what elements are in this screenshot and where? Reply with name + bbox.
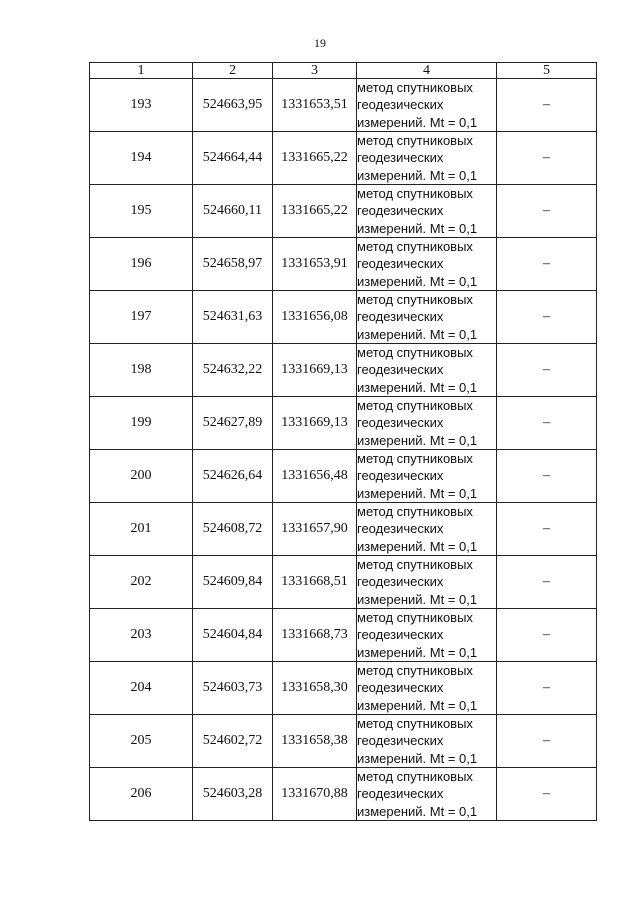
coordinate-y: 1331668,51 — [273, 556, 357, 609]
method-description — [357, 503, 497, 556]
table-row — [90, 291, 597, 344]
point-number: 200 — [90, 450, 193, 503]
method-description — [357, 662, 497, 715]
coordinate-y: 1331665,22 — [273, 185, 357, 238]
table-row — [90, 79, 597, 132]
method-line: измерений. Mt = 0,1 — [357, 432, 478, 448]
method-line: измерений. Mt = 0,1 — [357, 538, 478, 554]
coordinate-y: 1331658,30 — [273, 662, 357, 715]
table-row — [90, 556, 597, 609]
coordinate-x: 524609,84 — [193, 556, 273, 609]
table-row — [90, 768, 597, 821]
coordinate-x: 524660,11 — [193, 185, 273, 238]
table-row — [90, 397, 597, 450]
coordinate-y: 1331669,13 — [273, 344, 357, 397]
coordinate-x: 524627,89 — [193, 397, 273, 450]
method-line: геодезических — [357, 468, 444, 484]
method-line: метод спутниковых — [357, 663, 473, 679]
coordinates-table — [89, 62, 597, 821]
coordinate-x: 524608,72 — [193, 503, 273, 556]
table-row — [90, 450, 597, 503]
table-row — [90, 344, 597, 397]
method-line: измерений. Mt = 0,1 — [357, 379, 478, 395]
description-cell: – — [497, 344, 597, 397]
coordinate-x: 524626,64 — [193, 450, 273, 503]
description-cell: – — [497, 79, 597, 132]
method-line: метод спутниковых — [357, 398, 473, 414]
coordinate-x: 524632,22 — [193, 344, 273, 397]
description-cell: – — [497, 662, 597, 715]
method-line: геодезических — [357, 362, 444, 378]
method-line: метод спутниковых — [357, 716, 473, 732]
point-number: 195 — [90, 185, 193, 238]
coordinate-y: 1331657,90 — [273, 503, 357, 556]
description-cell: – — [497, 715, 597, 768]
method-description — [357, 450, 497, 503]
description-cell: – — [497, 132, 597, 185]
method-description — [357, 238, 497, 291]
method-description — [357, 768, 497, 821]
column-header: 1 — [90, 63, 193, 79]
coordinate-y: 1331665,22 — [273, 132, 357, 185]
description-cell: – — [497, 185, 597, 238]
coordinate-y: 1331656,08 — [273, 291, 357, 344]
method-line: измерений. Mt = 0,1 — [357, 167, 478, 183]
point-number: 198 — [90, 344, 193, 397]
method-line: геодезических — [357, 309, 444, 325]
point-number: 202 — [90, 556, 193, 609]
coordinate-y: 1331670,88 — [273, 768, 357, 821]
method-line: измерений. Mt = 0,1 — [357, 644, 478, 660]
method-line: метод спутниковых — [357, 80, 473, 96]
method-description — [357, 344, 497, 397]
method-line: измерений. Mt = 0,1 — [357, 803, 478, 819]
table-row — [90, 715, 597, 768]
coordinate-x: 524664,44 — [193, 132, 273, 185]
method-description — [357, 185, 497, 238]
method-description — [357, 397, 497, 450]
table-row — [90, 238, 597, 291]
point-number: 197 — [90, 291, 193, 344]
method-line: метод спутниковых — [357, 345, 473, 361]
description-cell: – — [497, 768, 597, 821]
method-description — [357, 132, 497, 185]
method-line: геодезических — [357, 256, 444, 272]
method-line: измерений. Mt = 0,1 — [357, 326, 478, 342]
coordinate-x: 524604,84 — [193, 609, 273, 662]
method-line: геодезических — [357, 574, 444, 590]
method-description — [357, 609, 497, 662]
coordinate-x: 524603,73 — [193, 662, 273, 715]
table-row — [90, 503, 597, 556]
method-line: геодезических — [357, 415, 444, 431]
method-line: геодезических — [357, 150, 444, 166]
method-line: метод спутниковых — [357, 610, 473, 626]
coordinate-y: 1331653,51 — [273, 79, 357, 132]
method-line: геодезических — [357, 521, 444, 537]
description-cell: – — [497, 238, 597, 291]
coordinate-y: 1331656,48 — [273, 450, 357, 503]
column-header: 4 — [357, 63, 497, 79]
page-number: 19 — [314, 36, 326, 50]
point-number: 193 — [90, 79, 193, 132]
method-line: геодезических — [357, 627, 444, 643]
column-header: 2 — [193, 63, 273, 79]
table-row — [90, 132, 597, 185]
point-number: 199 — [90, 397, 193, 450]
method-line: измерений. Mt = 0,1 — [357, 220, 478, 236]
method-line: метод спутниковых — [357, 451, 473, 467]
method-line: измерений. Mt = 0,1 — [357, 591, 478, 607]
point-number: 205 — [90, 715, 193, 768]
method-description — [357, 291, 497, 344]
method-line: метод спутниковых — [357, 769, 473, 785]
method-line: геодезических — [357, 203, 444, 219]
table-header-row — [90, 63, 597, 79]
method-line: геодезических — [357, 786, 444, 802]
method-description — [357, 79, 497, 132]
method-description — [357, 715, 497, 768]
coordinate-x: 524658,97 — [193, 238, 273, 291]
point-number: 206 — [90, 768, 193, 821]
table-row — [90, 185, 597, 238]
description-cell: – — [497, 291, 597, 344]
method-line: измерений. Mt = 0,1 — [357, 485, 478, 501]
method-line: геодезических — [357, 733, 444, 749]
method-line: измерений. Mt = 0,1 — [357, 273, 478, 289]
point-number: 201 — [90, 503, 193, 556]
method-line: метод спутниковых — [357, 239, 473, 255]
description-cell: – — [497, 609, 597, 662]
description-cell: – — [497, 397, 597, 450]
method-line: метод спутниковых — [357, 133, 473, 149]
method-line: геодезических — [357, 680, 444, 696]
method-line: измерений. Mt = 0,1 — [357, 697, 478, 713]
coordinate-y: 1331653,91 — [273, 238, 357, 291]
point-number: 203 — [90, 609, 193, 662]
column-header: 3 — [273, 63, 357, 79]
description-cell: – — [497, 556, 597, 609]
method-line: измерений. Mt = 0,1 — [357, 114, 478, 130]
column-header: 5 — [497, 63, 597, 79]
method-line: метод спутниковых — [357, 292, 473, 308]
coordinate-y: 1331658,38 — [273, 715, 357, 768]
description-cell: – — [497, 503, 597, 556]
method-line: измерений. Mt = 0,1 — [357, 750, 478, 766]
method-line: геодезических — [357, 97, 444, 113]
coordinate-y: 1331669,13 — [273, 397, 357, 450]
table-row — [90, 609, 597, 662]
coordinate-x: 524602,72 — [193, 715, 273, 768]
method-line: метод спутниковых — [357, 186, 473, 202]
coordinate-x: 524603,28 — [193, 768, 273, 821]
coordinate-x: 524663,95 — [193, 79, 273, 132]
coordinate-y: 1331668,73 — [273, 609, 357, 662]
point-number: 204 — [90, 662, 193, 715]
point-number: 196 — [90, 238, 193, 291]
method-line: метод спутниковых — [357, 557, 473, 573]
method-line: метод спутниковых — [357, 504, 473, 520]
table-row — [90, 662, 597, 715]
coordinate-x: 524631,63 — [193, 291, 273, 344]
description-cell: – — [497, 450, 597, 503]
point-number: 194 — [90, 132, 193, 185]
method-description — [357, 556, 497, 609]
